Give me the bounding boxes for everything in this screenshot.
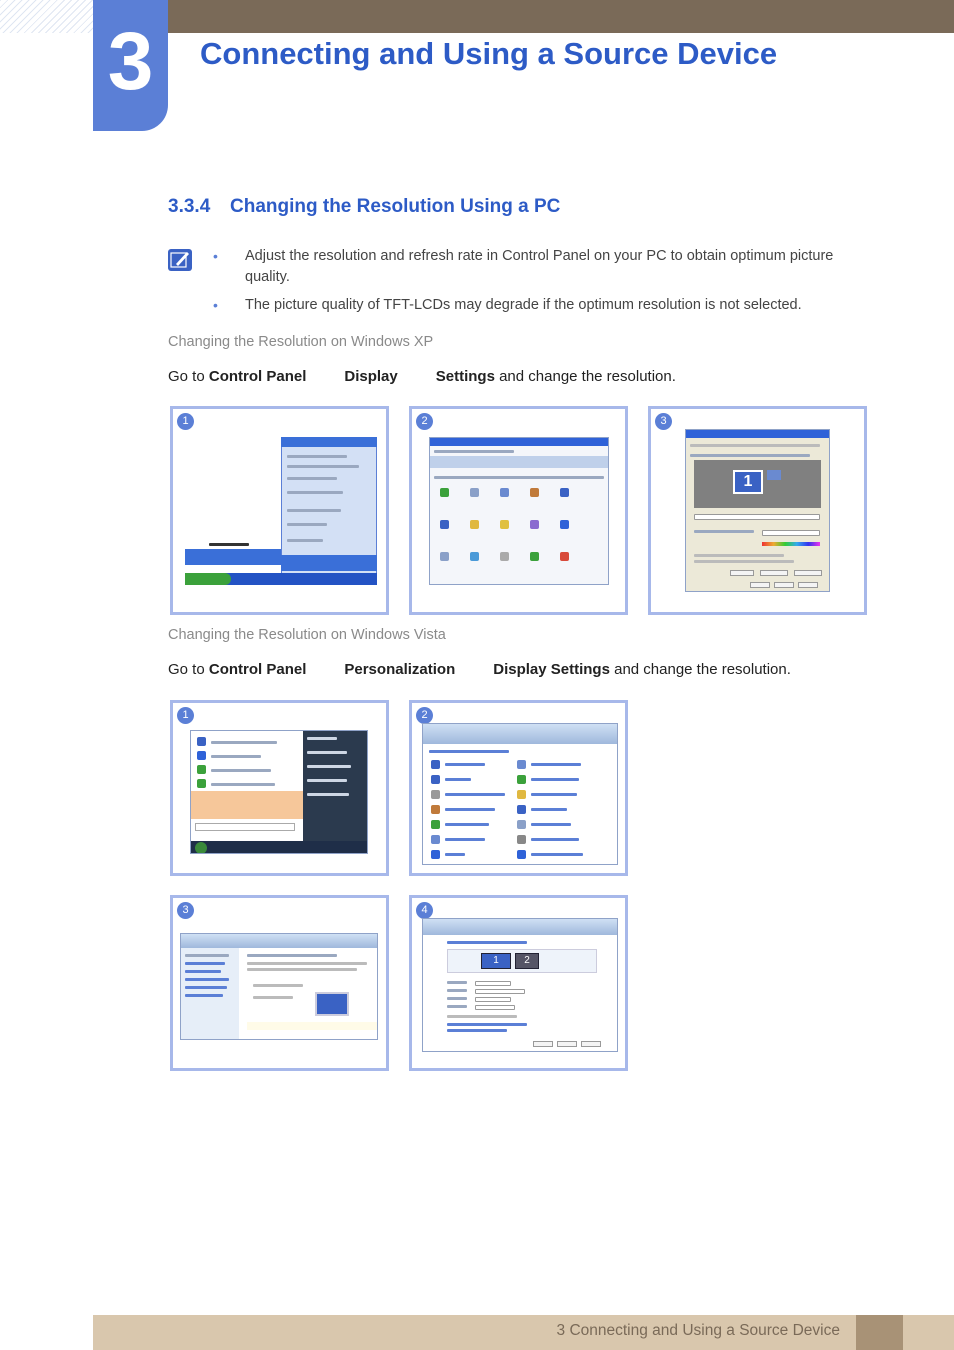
- screenshot-vista-control-panel: [409, 700, 628, 876]
- step-badge: 3: [177, 902, 194, 919]
- step-badge: 2: [416, 413, 433, 430]
- step-control-panel: Control Panel: [208, 661, 307, 678]
- step-badge: 3: [655, 413, 672, 430]
- section-number: 3.3.4: [168, 196, 211, 217]
- xp-subtitle: Changing the Resolution on Windows XP: [168, 334, 434, 350]
- instruction-tail: and change the resolution.: [499, 368, 676, 385]
- screenshot-xp-display-properties: 3 1: [648, 406, 867, 615]
- screenshot-vista-personalization: [170, 895, 389, 1071]
- chapter-title: Connecting and Using a Source Device: [200, 36, 778, 71]
- goto-label: Go to: [168, 661, 205, 678]
- goto-label: Go to: [168, 368, 205, 385]
- screenshot-vista-start-menu: [170, 700, 389, 876]
- step-control-panel: Control Panel: [208, 368, 307, 385]
- step-settings: Settings: [435, 368, 495, 385]
- note-text: Adjust the resolution and refresh rate in Control Panel on your PC to obtain optimum picture quality.: [245, 248, 834, 285]
- step-badge: 2: [416, 707, 433, 724]
- footer: [93, 1315, 954, 1350]
- instruction-tail: and change the resolution.: [614, 661, 791, 678]
- xp-instruction: [168, 368, 676, 385]
- step-personalization: Personalization: [344, 661, 456, 678]
- step-badge: 4: [416, 902, 433, 919]
- header-band: [168, 0, 954, 33]
- note-pencil-icon: [168, 249, 192, 271]
- section-heading: Changing the Resolution Using a PC: [230, 196, 561, 217]
- screenshot-vista-display-settings: 4 1 2: [409, 895, 628, 1071]
- vista-subtitle: Changing the Resolution on Windows Vista: [168, 627, 446, 643]
- chapter-number: 3: [93, 0, 168, 131]
- vista-instruction: [168, 661, 791, 678]
- step-display-settings: Display Settings: [493, 661, 610, 678]
- step-badge: 1: [177, 413, 194, 430]
- step-display: Display: [344, 368, 398, 385]
- bullet-icon: •: [213, 297, 218, 313]
- footer-text: 3 Connecting and Using a Source Device: [556, 1322, 840, 1339]
- note-text: The picture quality of TFT-LCDs may degrade if the optimum resolution is not selected.: [245, 297, 802, 313]
- step-badge: 1: [177, 707, 194, 724]
- header-hatch: [0, 0, 93, 33]
- section-title: [168, 196, 560, 218]
- screenshot-xp-control-panel: [409, 406, 628, 615]
- bullet-icon: •: [213, 248, 218, 264]
- screenshot-xp-start-menu: [170, 406, 389, 615]
- page-number-box: [856, 1315, 903, 1350]
